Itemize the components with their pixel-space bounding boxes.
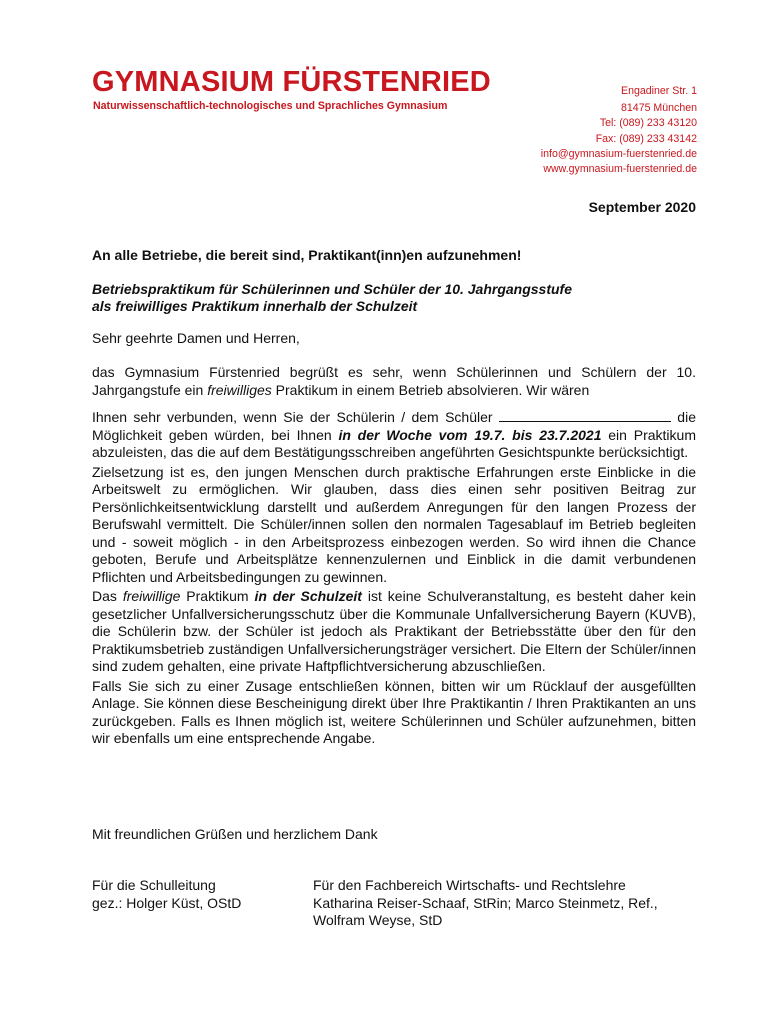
paragraph-insurance: [92, 588, 696, 676]
sig-left-line-2: gez.: Holger Küst, OStD: [92, 894, 242, 911]
p2-text-b: die Möglichkeit geben würden, bei Ihnen: [92, 409, 696, 443]
letter-heading: An alle Betriebe, die bereit sind, Praktikant(inn)en aufzunehmen!: [92, 247, 522, 263]
p4-text-a: Das: [92, 588, 123, 604]
p1-emphasis: freiwilliges: [207, 381, 272, 398]
letter-subject: [92, 281, 572, 315]
subject-line-2: als freiwilliges Praktikum innerhalb der Schulzeit: [92, 298, 418, 314]
p2-text-c: ein Praktikum abzuleisten, das die auf dem Bestätigungsschreiben angeführten Gesichtspunkte berücksichtigt.: [92, 426, 696, 460]
address-email: info@gymnasium-fuerstenried.de: [540, 147, 697, 160]
sig-left-line-1: Für die Schulleitung: [92, 877, 216, 893]
salutation: Sehr geehrte Damen und Herren,: [92, 330, 300, 346]
p4-strong: in der Schulzeit: [254, 588, 362, 604]
p1-text-a: das Gymnasium Fürstenried begrüßt es sehr, wenn Schülerinnen und Schülern der 10. Jahrgangstufe ein: [92, 364, 696, 398]
paragraph-request: [92, 409, 696, 462]
p4-emphasis: freiwillige: [122, 588, 181, 604]
student-name-blank: [499, 409, 671, 422]
school-name: GYMNASIUM FÜRSTENRIED: [92, 66, 491, 98]
sig-right-line-3: Wolfram Weyse, StD: [313, 912, 443, 928]
closing: Mit freundlichen Grüßen und herzlichem Dank: [92, 826, 378, 842]
letter-body: [92, 364, 696, 748]
signature-right: [313, 877, 713, 930]
school-address: [541, 84, 697, 177]
address-street: Engadiner Str. 1: [621, 85, 697, 97]
sig-right-line-1: Für den Fachbereich Wirtschafts- und Rechtslehre: [313, 877, 626, 893]
letter-date: September 2020: [588, 199, 696, 215]
address-fax: Fax: (089) 233 43142: [595, 132, 697, 145]
school-subtitle: Naturwissenschaftlich-technologisches und Sprachliches Gymnasium: [93, 100, 448, 112]
sig-right-line-2: Katharina Reiser-Schaaf, StRin; Marco Steinmetz, Ref.,: [313, 894, 658, 911]
address-web: www.gymnasium-fuerstenried.de: [543, 163, 697, 176]
p4-text-b: Praktikum: [180, 588, 255, 604]
paragraph-intro: [92, 364, 696, 399]
paragraph-response: Falls Sie sich zu einer Zusage entschließen können, bitten wir um Rücklauf der ausgefüllten Anlage. Sie können diese Bescheinigung direkt über Ihre Praktikantin / Ihren Praktikanten an uns zurückgeben. Falls es Ihnen möglich ist, weitere Schülerinnen und Schüler aufzunehmen, bitten wir ebenfalls um eine entsprechende Angabe.: [92, 677, 696, 746]
signature-left: [92, 877, 241, 912]
p2-date-range: in der Woche vom 19.7. bis 23.7.2021: [338, 426, 602, 443]
address-city: 81475 München: [621, 102, 697, 115]
subject-line-1: Betriebspraktikum für Schülerinnen und Schüler der 10. Jahrgangsstufe: [92, 281, 573, 297]
p2-text-a: Ihnen sehr verbunden, wenn Sie der Schülerin / dem Schüler: [92, 409, 499, 425]
p4-text-c: ist keine Schulveranstaltung, es besteht daher kein gesetzlicher Unfallversicherungsschutz über die Kommunale Unfallversicherung Bayern (KUVB), die Schülerin bzw. der Schüler ist jedoch als Praktikant der Betriebsstätte über den für den Praktikumsbetrieb zuständigen Unfallversicherungsträger versichert. Die Eltern der Schüler/innen sind zudem gehalten, eine private Haftpflichtversicherung abzuschließen.: [92, 588, 696, 674]
paragraph-goals: Zielsetzung ist es, den jungen Menschen durch praktische Erfahrungen erste Einblicke in die Arbeitswelt zu ermöglichen. Wir glauben, dass dies einen sehr positiven Beitrag zur Persönlichkeitsentwicklung darstellt und außerdem Anregungen für den langen Prozess der Berufswahl vermittelt. Die Schüler/innen sollen den normalen Tagesablauf im Betrieb begleiten und - soweit möglich - in den Arbeitsprozess einbezogen werden. So wird ihnen die Chance geboten, Berufe und Arbeitsplätze kennenzulernen und Einblick in die damit verbundenen Pflichten und Arbeitsbedingungen zu gewinnen.: [92, 463, 696, 585]
address-tel: Tel: (089) 233 43120: [599, 117, 697, 130]
p1-text-b: Praktikum in einem Betrieb absolvieren. Wir wären: [271, 381, 590, 398]
